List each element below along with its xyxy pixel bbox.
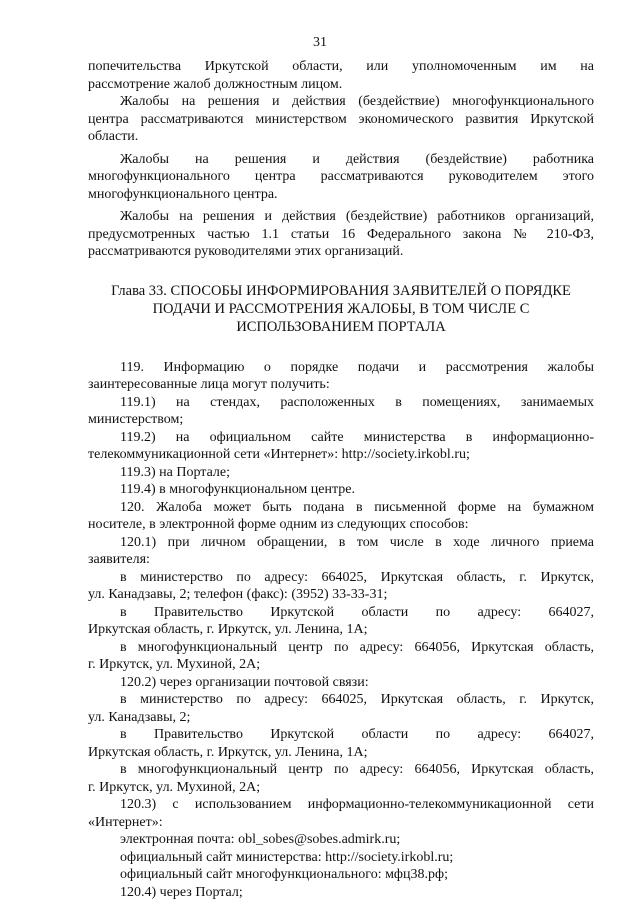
chapter-heading [88,282,594,336]
paragraph-worker-complaints [88,151,594,204]
email-address: электронная почта: obl_sobes@sobes.admirk.ru; [120,832,401,847]
page-number: 31 [313,35,327,50]
para-mfc-line-2: центра рассматриваются министерством экономического развития Иркутской [88,111,594,127]
para-worker-line-3: многофункционального центра. [88,186,278,202]
a2-mfc-line-1: в многофункциональный центр по адресу: 664056, Иркутская область, [120,762,594,777]
paragraph-top [88,58,594,93]
a1-ministry-line-1: в министерство по адресу: 664025, Иркутская область, г. Иркутск, [120,569,594,585]
p120-line-2: носителе, в электронной форме одним из следующих способов: [88,517,469,532]
para-mfc-line-3: области. [88,129,139,144]
para-orgs-line-2: предусмотренных частью 1.1 статьи 16 Федерального закона № 210-ФЗ, [88,226,594,242]
a1-mfc-line-1: в многофункциональный центр по адресу: 664056, Иркутская область, [120,639,594,655]
address-1-mfc [88,639,594,674]
p120-1-line-2: заявителя: [88,552,150,567]
p120-1-line-1: 120.1) при личном обращении, в том числе в ходе личного приема [120,534,594,550]
p119-1-line-2: министерством; [88,412,184,427]
a2-ministry-line-1: в министерство по адресу: 664025, Иркутская область, г. Иркутск, [120,692,594,707]
ministry-website: официальный сайт министерства: http://society.irkobl.ru; [120,849,454,865]
chapter-heading-line-3: ИСПОЛЬЗОВАНИЕМ ПОРТАЛА [236,318,446,335]
p119-2-line-1: 119.2) на официальном сайте министерства в информационно- [120,429,594,445]
a2-ministry-line-2: ул. Канадзавы, 2; [88,709,191,725]
paragraph-120-2: 120.2) через организации почтовой связи: [120,674,369,690]
p119-line-2: заинтересованные лица могут получить: [88,377,330,392]
para-orgs-line-3: рассматриваются руководителями этих организаций. [88,244,404,259]
paragraph-119-3: 119.3) на Портале; [120,464,230,480]
paragraph-119-4: 119.4) в многофункциональном центре. [120,482,355,497]
paragraph-120-4: 120.4) через Портал; [120,884,243,900]
document-body [88,58,594,901]
a2-gov-line-1: в Правительство Иркутской области по адресу: 664027, [120,727,594,742]
paragraph-120-3 [88,796,594,831]
p119-line-1: 119. Информацию о порядке подачи и рассмотрения жалобы [120,359,594,375]
a1-mfc-line-2: г. Иркутск, ул. Мухиной, 2А; [88,657,261,672]
address-1-government [88,604,594,639]
paragraph-120 [88,499,594,534]
p119-1-line-1: 119.1) на стендах, расположенных в помещениях, занимаемых [120,394,594,410]
a2-mfc-line-2: г. Иркутск, ул. Мухиной, 2А; [88,779,261,795]
chapter-heading-line-1: Глава 33. СПОСОБЫ ИНФОРМИРОВАНИЯ ЗАЯВИТЕЛЕЙ О ПОРЯДКЕ [111,282,571,299]
para-top-line-2: рассмотрение жалоб должностным лицом. [88,76,343,92]
para-worker-line-1: Жалобы на решения и действия (бездействие) работника [120,151,594,167]
a2-gov-line-2: Иркутская область, г. Иркутск, ул. Ленина, 1А; [88,744,368,760]
a1-gov-line-1: в Правительство Иркутской области по адресу: 664027, [120,604,594,620]
address-2-government [88,726,594,761]
paragraph-119 [88,359,594,394]
mfc-website: официальный сайт многофункционального: мфц38.рф; [120,867,448,882]
address-1-ministry [88,569,594,604]
para-worker-line-2: многофункционального центра рассматриваются руководителем этого [88,169,594,184]
para-orgs-line-1: Жалобы на решения и действия (бездействие) работников организаций, [120,209,594,224]
paragraph-orgs-complaints [88,208,594,261]
a1-gov-line-2: Иркутская область, г. Иркутск, ул. Ленина, 1А; [88,622,368,637]
paragraph-120-1 [88,534,594,569]
p120-3-line-1: 120.3) с использованием информационно-телекоммуникационной сети [120,797,594,812]
paragraph-119-1 [88,394,594,429]
para-mfc-line-1: Жалобы на решения и действия (бездействие) многофункционального [120,94,594,109]
para-top-line-1: попечительства Иркутской области, или уполномоченным им на [88,59,594,74]
p120-3-line-2: «Интернет»: [88,814,163,830]
a1-ministry-line-2: ул. Канадзавы, 2; телефон (факс): (3952) 33-33-31; [88,587,388,602]
address-2-ministry [88,691,594,726]
paragraph-mfc-complaints [88,93,594,146]
p119-2-line-2: телекоммуникационной сети «Интернет»: http://society.irkobl.ru; [88,447,470,462]
chapter-heading-line-2: ПОДАЧИ И РАССМОТРЕНИЯ ЖАЛОБЫ, В ТОМ ЧИСЛЕ С [152,300,530,317]
paragraph-119-2 [88,429,594,464]
p120-line-1: 120. Жалоба может быть подана в письменной форме на бумажном [120,499,594,515]
address-2-mfc [88,761,594,796]
